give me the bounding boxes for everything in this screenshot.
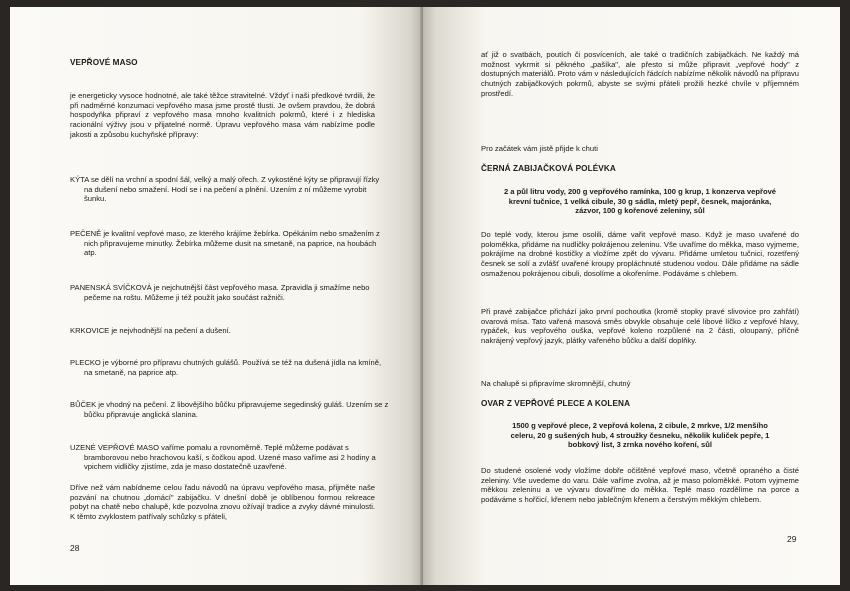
definition-bucek <box>70 400 389 419</box>
closing-paragraph: Dříve než vám nabídneme celou řadu návodů na úpravu vepřového masa, přijměte naše pozvání na chutnou „domácí" zabijačku. V dnešní době je oblíbenou formou rekreace pobyt na chatě nebo chalupě, kde pozvolna znovu ožívají tradice a zvyky dávné minulosti. K těmto zvyklostem patřívaly schůzky s přáteli, <box>70 483 375 522</box>
page-number: 29 <box>787 534 797 544</box>
definition-text: je kvalitní vepřové maso, ze kterého krájíme žebírka. Opékáním nebo smažením z nich připravujeme minutky. Žebírka můžeme dusit na smetaně, na paprice, na houbách atp. <box>84 229 380 258</box>
page-title: VEPŘOVÉ MASO <box>70 58 138 67</box>
definition-uzene <box>70 443 389 472</box>
definition-term: BŮČEK <box>70 400 97 409</box>
definition-term: KRKOVICE <box>70 326 110 335</box>
definition-text: se dělí na vrchní a spodní šál, velký a malý ořech. Z vykostěné kýty se připravují řízky na dušení nebo smažení. Hodí se i na pečení a plnění. Uzením z ní můžeme vyrobit šunku. <box>84 175 380 204</box>
definition-krkovice <box>70 326 389 336</box>
ingredients-2: 1500 g vepřové plece, 2 vepřová kolena, 2 cibule, 2 mrkve, 1/2 menšího celeru, 20 g sušených hub, 4 stroužky česneku, několik kuliček pepře, 1 bobkový list, 3 zrnka nového koření, sůl <box>510 421 770 450</box>
left-page <box>10 7 423 585</box>
definition-text: je výborné pro přípravu chutných gulášů. Používá se též na dušená jídla na kmíně, na smetaně, na paprice atp. <box>84 358 382 377</box>
ingredients-1: 2 a půl litru vody, 200 g vepřového ramínka, 100 g krup, 1 konzerva vepřové krevní tučnice, 1 velká cibule, 30 g sádla, mletý pepř, česnek, majoránka, zázvor, 100 g kořenové zeleniny, sůl <box>503 187 777 216</box>
definition-term: PANENSKÁ SVÍČKOVÁ <box>70 283 152 292</box>
lead-text-1: Pro začátek vám jistě přijde k chuti <box>481 144 598 153</box>
right-page <box>423 7 840 585</box>
definition-pecene <box>70 229 389 258</box>
definition-term: PEČENĚ <box>70 229 102 238</box>
definition-term: KÝTA <box>70 175 89 184</box>
definition-term: PLECKO <box>70 358 101 367</box>
intro-paragraph: je energeticky vysoce hodnotné, ale také těžce stravitelné. Vždyť i naši předkové tvrdili, že při nadměrné konzumaci vepřového masa jsme prostě tlusti. Je ovšem pravdou, že dobrá hospodyňka připraví z vepřového masa mnoho kvalitních pokrmů, které i z hlediska racionální výživy jsou v přijatelné normě. Úpravu vepřového masa vám nabízíme podle jakosti a způsobu kuchyňské přípravy: <box>70 91 375 139</box>
definition-term: UZENÉ VEPŘOVÉ MASO <box>70 443 160 452</box>
definition-text: je nejchutnější část vepřového masa. Zpravidla ji smažíme nebo pečeme na roštu. Můžeme ji též použít jako součást ražniči. <box>84 283 370 302</box>
method-2: Při pravé zabijačce přichází jako první pochoutka (kromě stopky pravé slivovice pro zahřátí) ovarová mísa. Tato vařená masová směs obvykle obsahuje celé libové líčko z vepřové hlavy, rypáček, kus vepřového ouška, vepřové koleno rozpůlené na 2 části, oloupaný, příčně nakrájený vepřový jazyk, plátky vařeného bůčku a další doplňky. <box>481 307 799 346</box>
recipe-title-1: ČERNÁ ZABIJAČKOVÁ POLÉVKA <box>481 164 616 173</box>
definition-panenska <box>70 283 389 302</box>
definition-kyta <box>70 175 389 204</box>
definition-text: je vhodný na pečení. Z libovějšího bůčku připravujeme segedinský guláš. Uzením se z bůčku připravuje anglická slanina. <box>84 400 389 419</box>
method-1: Do teplé vody, kterou jsme osolili, dáme vařit vepřové maso. Když je maso uvařené do poloměkka, přidáme na nudličky pokrájenou zeleninu. Vše uvaříme do měkka, maso vyjmeme, pokrájíme na drobné kostičky a vložíme zpět do vývaru. Přidáme umletou tučnici, rozetřený česnek se solí a zvlášť uvařené kroupy propláchnuté studenou vodou. Dále přidáme na sádle osmaženou pokrájenou cibuli, dosolíme a okořeníme. Podáváme s chlebem. <box>481 230 799 278</box>
definition-plecko <box>70 358 389 377</box>
definition-text: vaříme pomalu a rovnoměrně. Teplé můžeme podávat s bramborovou nebo hrachovou kaší, s čočkou apod. Uzené maso vaříme asi 2 hodiny a vpichem vidličky zjistíme, zda je maso dostatečně uzavřené. <box>84 443 376 472</box>
recipe-title-2: OVAR Z VEPŘOVÉ PLECE A KOLENA <box>481 399 631 408</box>
page-number: 28 <box>70 543 80 553</box>
lead-text-2: Na chalupě si připravíme skromnější, chutný <box>481 379 631 388</box>
definition-text: je nejvhodnější na pečení a dušení. <box>109 326 231 335</box>
method-3: Do studené osolené vody vložíme dobře očištěné vepřové maso, včetně opraného a čisté zeleniny. Vše uvedeme do varu. Dále vaříme zvolna, až je maso poloměkké. Potom vyjmeme měkkou zeleninu a ve vývaru dovaříme do měkka. Teplé maso rozdělíme na porce a podáváme s hořčicí, křenem nebo jablečným křenem a čerstvým měkkým chlebem. <box>481 466 799 505</box>
continuation-paragraph: ať již o svatbách, poutích či posvíceních, ale také o tradičních zabijačkách. Ne každý má možnost vykrmit si pěkného „pašíka", ale přesto si může připravit „vepřové hody" z dostupných materiálů. Proto vám v následujících řádcích nabízíme několik návodů na přípravu chutných zabijačkových pokrmů, abyste se svými přáteli prožili hezké chvíle v příjemném prostředí. <box>481 50 799 98</box>
